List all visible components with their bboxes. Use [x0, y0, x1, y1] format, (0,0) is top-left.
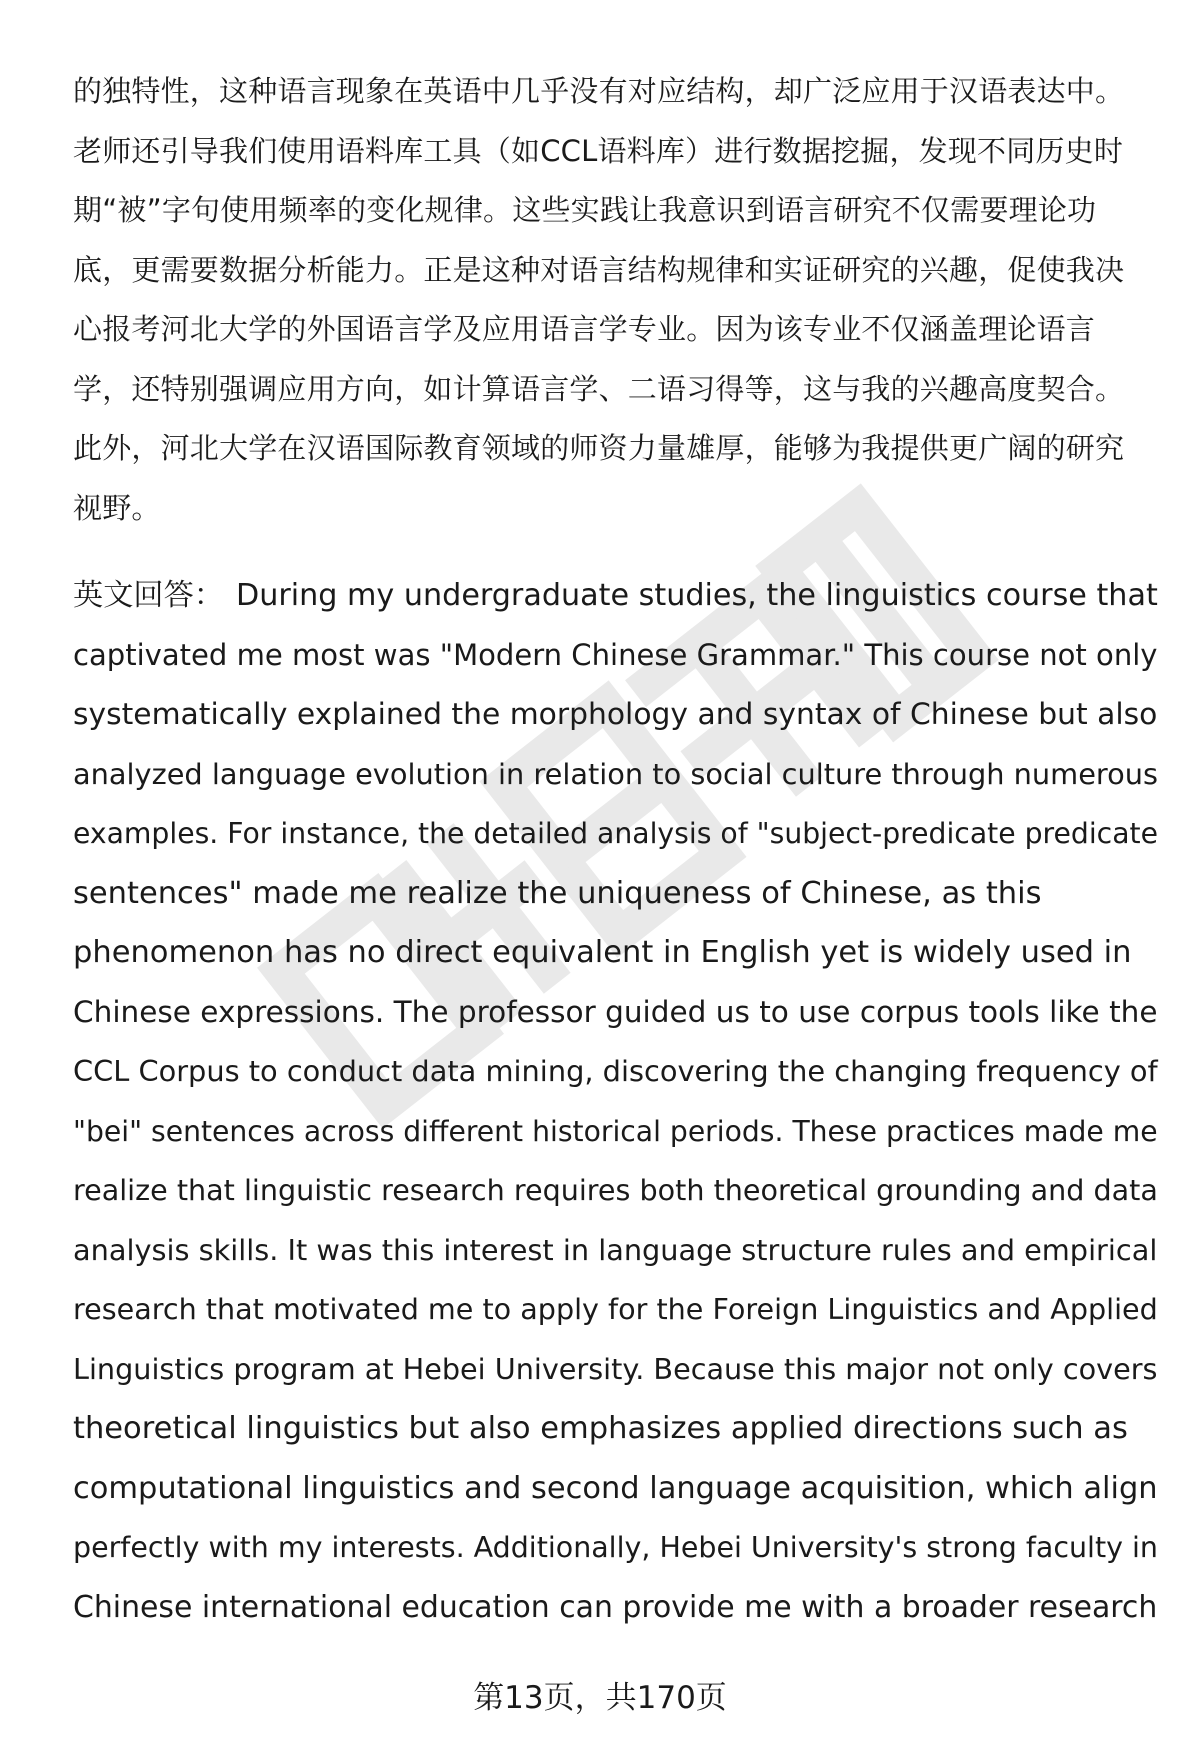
english-text-line: realize that linguistic research requires both theoretical grounding and data	[73, 1173, 1158, 1207]
english-text-line-first	[73, 566, 1158, 626]
english-text-line: systematically explained the morphology and syntax of Chinese but also	[73, 697, 1158, 732]
english-text-line: "bei" sentences across different historical periods. These practices made me	[73, 1114, 1158, 1148]
english-text-line: sentences" made me realize the uniqueness of Chinese, as this	[73, 875, 1042, 911]
english-text-line: Chinese international education can provide me with a broader research	[73, 1589, 1158, 1625]
english-text-line: computational linguistics and second language acquisition, which align	[73, 1470, 1158, 1506]
english-text-line: phenomenon has no direct equivalent in English yet is widely used in	[73, 935, 1132, 970]
english-text-line: Linguistics program at Hebei University. Because this major not only covers	[73, 1351, 1158, 1386]
english-text-line: captivated me most was "Modern Chinese Grammar." This course not only	[73, 637, 1158, 672]
english-text-line: examples. For instance, the detailed analysis of "subject-predicate predicate	[73, 817, 1158, 850]
english-answer-label: 英文回答：	[73, 578, 224, 613]
english-text-line: analysis skills. It was this interest in language structure rules and empirical	[73, 1232, 1158, 1267]
chinese-text-line: 的独特性，这种语言现象在英语中几乎没有对应结构，却广泛应用于汉语表达中。	[73, 74, 1125, 108]
chinese-text-line: 底，更需要数据分析能力。正是这种对语言结构规律和实证研究的兴趣，促使我决	[73, 252, 1125, 287]
english-answer-text	[73, 566, 1158, 1637]
chinese-text-line: 期“被”字句使用频率的变化规律。这些实践让我意识到语言研究不仅需要理论功	[73, 193, 1097, 227]
english-text-line: During my undergraduate studies, the linguistics course that	[235, 578, 1158, 613]
english-text-line: research that motivated me to apply for the Foreign Linguistics and Applied	[73, 1292, 1158, 1326]
chinese-text-line: 视野。	[73, 490, 161, 525]
chinese-text-line: 心报考河北大学的外国语言学及应用语言学专业。因为该专业不仅涵盖理论语言	[73, 312, 1096, 346]
english-text-line: perfectly with my interests. Additionally, Hebei University's strong faculty in	[73, 1531, 1158, 1564]
chinese-text-line: 学，还特别强调应用方向，如计算语言学、二语习得等，这与我的兴趣高度契合。	[73, 371, 1125, 406]
english-text-line: theoretical linguistics but also emphasizes applied directions such as	[73, 1411, 1128, 1446]
english-text-line: analyzed language evolution in relation to social culture through numerous	[73, 756, 1158, 791]
page-number-footer: 第13页，共170页	[473, 1680, 727, 1716]
english-text-line: CCL Corpus to conduct data mining, discovering the changing frequency of	[73, 1054, 1158, 1088]
chinese-text-line: 老师还引导我们使用语料库工具（如CCL语料库）进行数据挖掘，发现不同历史时	[73, 133, 1124, 168]
chinese-answer-text	[73, 62, 1153, 538]
english-text-line: Chinese expressions. The professor guided us to use corpus tools like the	[73, 994, 1158, 1029]
chinese-text-line: 此外，河北大学在汉语国际教育领域的师资力量雄厚，能够为我提供更广阔的研究	[73, 431, 1125, 465]
